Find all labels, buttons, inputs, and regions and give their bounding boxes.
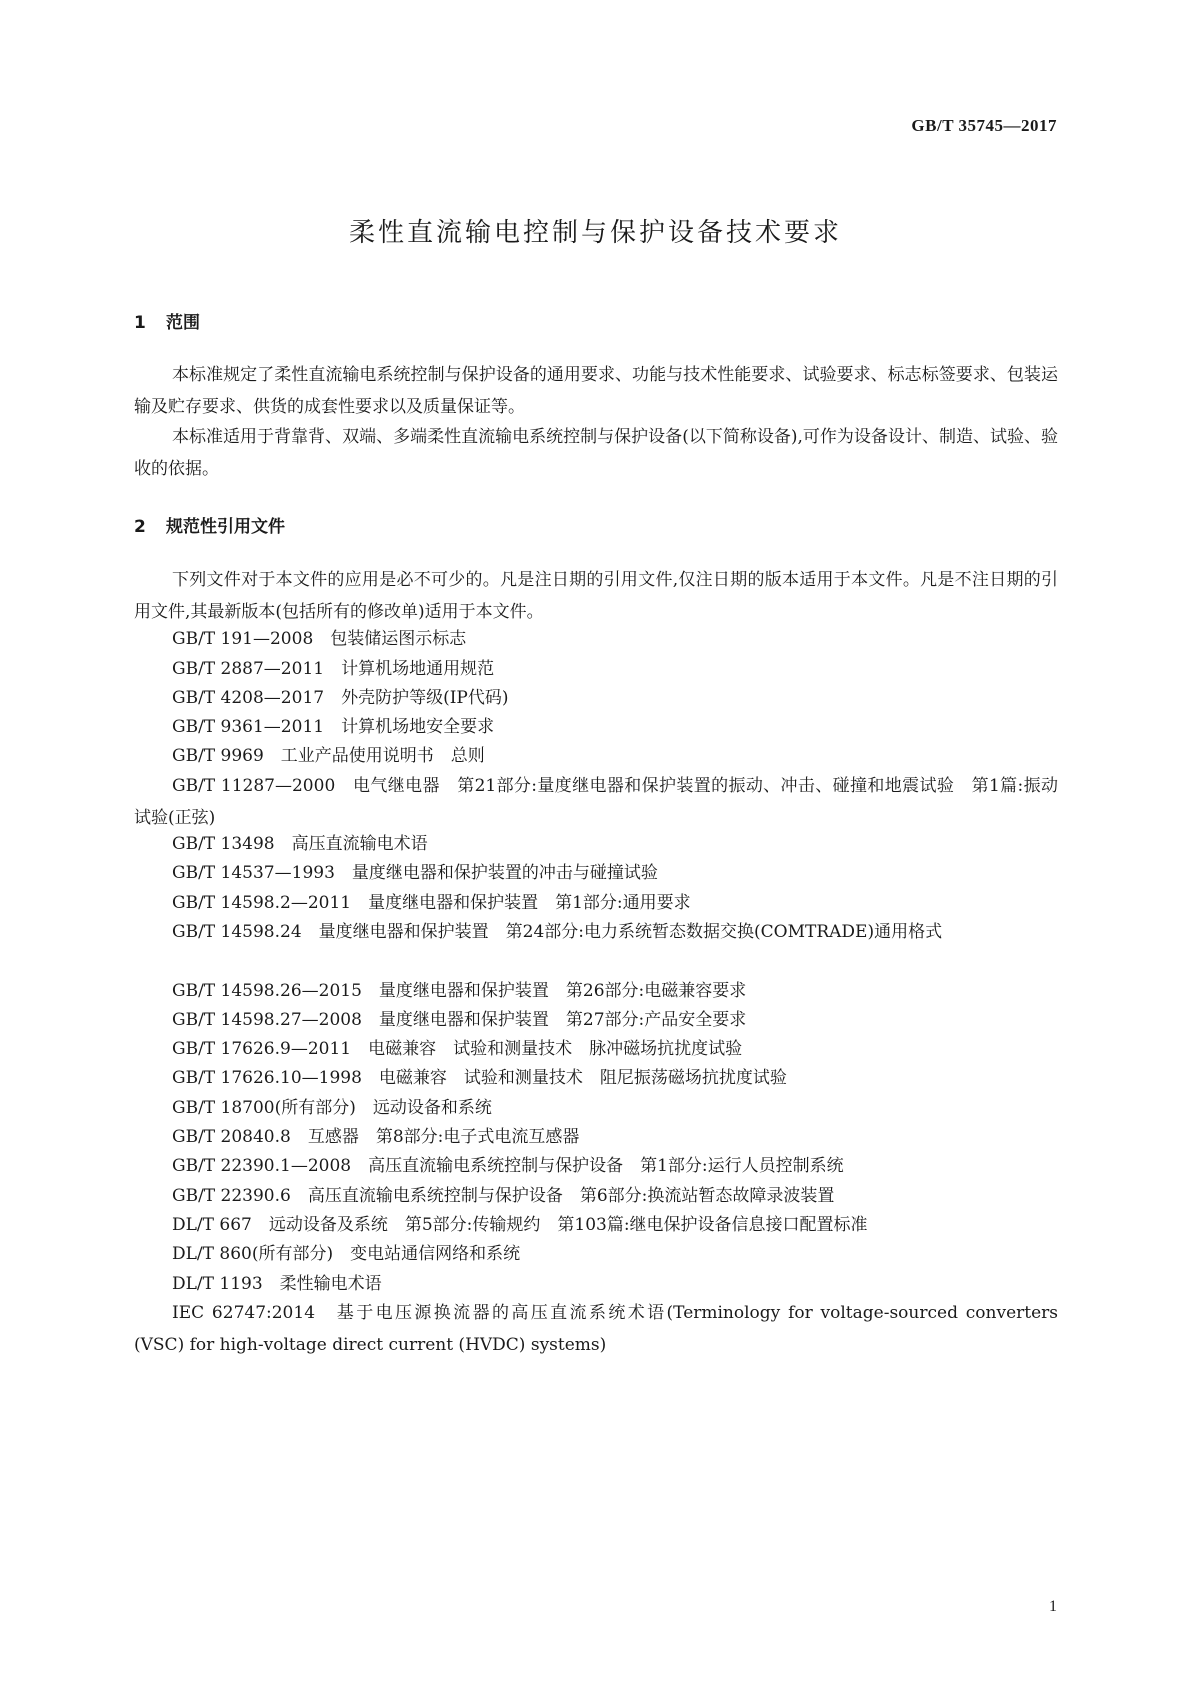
section-2-number: 2 — [134, 517, 146, 537]
reference-item: GB/T 20840.8 互感器 第8部分:电子式电流互感器 — [172, 1127, 580, 1147]
section-2-heading — [134, 512, 285, 537]
reference-item: GB/T 2887—2011 计算机场地通用规范 — [172, 659, 495, 679]
reference-item: GB/T 14598.26—2015 量度继电器和保护装置 第26部分:电磁兼容要求 — [172, 981, 747, 1001]
section-1-title: 范围 — [166, 313, 200, 333]
section-2-intro: 下列文件对于本文件的应用是必不可少的。凡是注日期的引用文件,仅注日期的版本适用于本文件。凡是不注日期的引用文件,其最新版本(包括所有的修改单)适用于本文件。 — [134, 570, 1058, 622]
page-number: 1 — [1049, 1598, 1057, 1615]
section-1-number: 1 — [134, 313, 146, 333]
section-1-heading — [134, 308, 200, 333]
standard-number: GB/T 35745—2017 — [911, 116, 1057, 135]
reference-item: IEC 62747:2014 基于电压源换流器的高压直流系统术语(Terminology for voltage-sourced converters (VSC) for high-voltage direct current (HVDC) systems) — [134, 1303, 1064, 1355]
reference-item: GB/T 9969 工业产品使用说明书 总则 — [172, 746, 485, 766]
section-2-title: 规范性引用文件 — [166, 517, 285, 537]
document-title: 柔性直流输电控制与保护设备技术要求 — [348, 218, 842, 248]
reference-item: GB/T 13498 高压直流输电术语 — [172, 834, 428, 854]
reference-item: DL/T 860(所有部分) 变电站通信网络和系统 — [172, 1244, 521, 1264]
section-1-paragraph-1: 本标准规定了柔性直流输电系统控制与保护设备的通用要求、功能与技术性能要求、试验要求、标志标签要求、包装运输及贮存要求、供货的成套性要求以及质量保证等。 — [134, 365, 1058, 417]
reference-item: GB/T 18700(所有部分) 远动设备和系统 — [172, 1098, 492, 1118]
section-1-paragraph-2: 本标准适用于背靠背、双端、多端柔性直流输电系统控制与保护设备(以下简称设备),可作为设备设计、制造、试验、验收的依据。 — [134, 427, 1058, 479]
reference-item: GB/T 22390.6 高压直流输电系统控制与保护设备 第6部分:换流站暂态故障录波装置 — [172, 1186, 835, 1206]
reference-item: GB/T 17626.9—2011 电磁兼容 试验和测量技术 脉冲磁场抗扰度试验 — [172, 1039, 743, 1059]
reference-item: GB/T 11287—2000 电气继电器 第21部分:量度继电器和保护装置的振动、冲击、碰撞和地震试验 第1篇:振动试验(正弦) — [134, 776, 1058, 828]
reference-item: GB/T 9361—2011 计算机场地安全要求 — [172, 717, 495, 737]
reference-item: GB/T 14598.2—2011 量度继电器和保护装置 第1部分:通用要求 — [172, 893, 691, 913]
reference-item: GB/T 14537—1993 量度继电器和保护装置的冲击与碰撞试验 — [172, 863, 658, 883]
reference-item: DL/T 1193 柔性输电术语 — [172, 1274, 382, 1294]
reference-item: GB/T 17626.10—1998 电磁兼容 试验和测量技术 阻尼振荡磁场抗扰度试验 — [172, 1068, 787, 1088]
reference-item: GB/T 191—2008 包装储运图示标志 — [172, 629, 467, 649]
reference-item: GB/T 14598.24 量度继电器和保护装置 第24部分:电力系统暂态数据交换(COMTRADE)通用格式 — [172, 922, 943, 942]
reference-item: GB/T 4208—2017 外壳防护等级(IP代码) — [172, 688, 509, 708]
reference-item: DL/T 667 远动设备及系统 第5部分:传输规约 第103篇:继电保护设备信息接口配置标准 — [172, 1215, 868, 1235]
reference-item: GB/T 14598.27—2008 量度继电器和保护装置 第27部分:产品安全要求 — [172, 1010, 747, 1030]
reference-item: GB/T 22390.1—2008 高压直流输电系统控制与保护设备 第1部分:运行人员控制系统 — [172, 1156, 844, 1176]
